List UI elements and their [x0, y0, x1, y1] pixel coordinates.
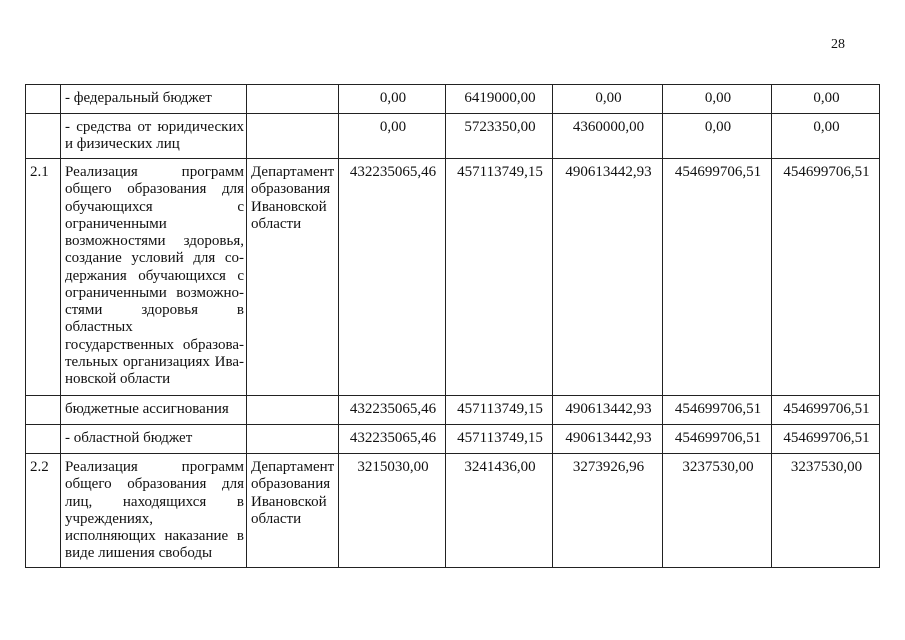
description-line: бюджетные ассигнования	[65, 401, 229, 417]
description-line: виде лишения свободы	[65, 545, 213, 562]
amount-cell: 0,00	[772, 114, 880, 159]
amount-cell: 0,00	[663, 114, 772, 159]
description-line: областных	[65, 319, 133, 336]
description-line: - средства от юридических	[65, 119, 244, 135]
amount-cell: 454699706,51	[663, 396, 772, 425]
budget-table	[25, 84, 880, 568]
description-line: государственных образова-	[65, 336, 244, 353]
amount-cell: 4360000,00	[553, 114, 663, 159]
amount-cell: 457113749,15	[446, 425, 553, 454]
amount-cell: 3237530,00	[663, 454, 772, 568]
description-line: обучающихся с	[65, 198, 244, 215]
amount-cell: 432235065,46	[339, 159, 446, 396]
amount-cell: 0,00	[339, 114, 446, 159]
description-line: тельных организациях Ива-	[65, 353, 244, 370]
row-number-cell	[26, 425, 61, 454]
amount-cell: 0,00	[339, 85, 446, 114]
description-line: ограниченными	[65, 215, 167, 232]
amount-cell: 6419000,00	[446, 85, 553, 114]
amount-cell: 490613442,93	[553, 425, 663, 454]
amount-cell: 490613442,93	[553, 159, 663, 396]
description-line: стями здоровья в	[65, 302, 244, 318]
amount-cell: 0,00	[663, 85, 772, 114]
row-number-cell	[26, 85, 61, 114]
table-row	[26, 114, 880, 159]
description-cell	[61, 396, 247, 425]
table-row	[26, 454, 880, 568]
amount-cell: 454699706,51	[663, 425, 772, 454]
amount-cell: 454699706,51	[772, 159, 880, 396]
amount-cell: 454699706,51	[772, 396, 880, 425]
description-cell	[61, 85, 247, 114]
row-number-cell	[26, 396, 61, 425]
description-line: держания обучающихся с	[65, 267, 244, 284]
description-line: исполняющих наказание в	[65, 528, 244, 544]
executor-cell	[247, 425, 339, 454]
amount-cell: 3215030,00	[339, 454, 446, 568]
amount-cell: 5723350,00	[446, 114, 553, 159]
executor-cell	[247, 85, 339, 114]
amount-cell: 3241436,00	[446, 454, 553, 568]
amount-cell: 454699706,51	[663, 159, 772, 396]
description-line: создание условий для со-	[65, 250, 244, 267]
amount-cell: 490613442,93	[553, 396, 663, 425]
table-row	[26, 396, 880, 425]
executor-cell	[247, 396, 339, 425]
description-cell	[61, 454, 247, 568]
description-line: возможностями здоровья,	[65, 233, 244, 249]
description-line: - областной бюджет	[65, 430, 193, 446]
description-line: общего образования для	[65, 476, 244, 493]
description-line: учреждениях,	[65, 510, 154, 527]
description-cell	[61, 425, 247, 454]
executor-cell: Департамент образования Ивановской области	[247, 159, 339, 396]
table-row	[26, 159, 880, 396]
row-number-cell: 2.1	[26, 159, 61, 396]
page-number: 28	[831, 37, 845, 52]
executor-cell: Департамент образования Ивановской области	[247, 454, 339, 568]
description-line: - федеральный бюджет	[65, 90, 212, 106]
description-line: и физических лиц	[65, 136, 180, 153]
amount-cell: 0,00	[772, 85, 880, 114]
table-row	[26, 425, 880, 454]
description-line: новской области	[65, 371, 171, 387]
description-cell	[61, 114, 247, 159]
description-line: общего образования для	[65, 181, 244, 198]
description-line: Реализация программ	[65, 164, 244, 180]
amount-cell: 432235065,46	[339, 396, 446, 425]
row-number-cell: 2.2	[26, 454, 61, 568]
table-row	[26, 85, 880, 114]
description-line: ограниченными возможно-	[65, 284, 244, 301]
row-number-cell	[26, 114, 61, 159]
amount-cell: 454699706,51	[772, 425, 880, 454]
amount-cell: 3273926,96	[553, 454, 663, 568]
amount-cell: 457113749,15	[446, 396, 553, 425]
amount-cell: 457113749,15	[446, 159, 553, 396]
description-line: лиц, находящихся в	[65, 493, 244, 510]
amount-cell: 0,00	[553, 85, 663, 114]
description-cell	[61, 159, 247, 396]
amount-cell: 3237530,00	[772, 454, 880, 568]
amount-cell: 432235065,46	[339, 425, 446, 454]
description-line: Реализация программ	[65, 459, 244, 475]
executor-cell	[247, 114, 339, 159]
